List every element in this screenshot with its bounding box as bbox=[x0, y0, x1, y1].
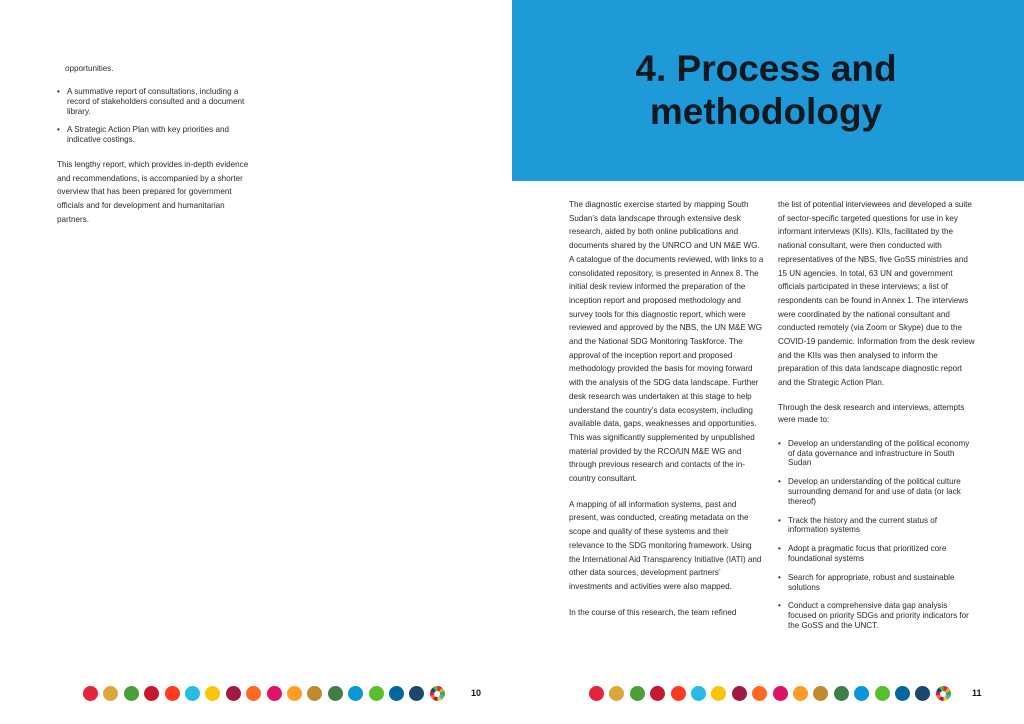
col1-paragraph-1: The diagnostic exercise started by mapping South Sudan’s data landscape through extensive desk research, aided by both online publications and documents shared by the UNRCO and UN M&E WG. A catalogue of the documents reviewed, with links to a consolidated repository, is presented in Annex 8. The initial desk review informed the preparation of the inception report and proposed methodology and survey tools for this diagnostic report, which were reviewed and approved by the NBS, the UN M&E WG and the National SDG Monitoring Taskforce. The approval of the inception report and proposed methodology provided the basis for moving forward with the analysis of the SDG data landscape. Further desk research was undertaken at this stage to help understand the country’s data ecosystem, including available data, gaps, weaknesses and opportunities. This was significantly supplemented by unpublished material provided by the RCO/UN M&E WG and through previous research and contacts of the in-country consultant. bbox=[569, 200, 764, 484]
sdg-goal-dot bbox=[328, 686, 343, 701]
page-title: 4. Process and methodology bbox=[635, 48, 897, 132]
list-item: • Develop an understanding of the political economy of data governance and infrastructure in South Sudan bbox=[778, 439, 976, 468]
sdg-goal-dot bbox=[854, 686, 869, 701]
sdg-goal-dot bbox=[752, 686, 767, 701]
sdg-goal-dot bbox=[732, 686, 747, 701]
list-item: • Conduct a comprehensive data gap analysis focused on priority SDGs and priority indicators for the GoSS and the UNCT. bbox=[778, 601, 976, 630]
sdg-goal-dot bbox=[895, 686, 910, 701]
sdg-goal-dot bbox=[369, 686, 384, 701]
column-2 bbox=[778, 198, 976, 640]
sdg-goal-dot bbox=[875, 686, 890, 701]
col2-bullet-list bbox=[778, 439, 976, 631]
sdg-goal-dot bbox=[124, 686, 139, 701]
page-number-right: 11 bbox=[972, 688, 982, 698]
left-paragraph: This lengthy report, which provides in-depth evidence and recommendations, is accompanied by a shorter overview that has been prepared for government officials and for development and humanitarian partners. bbox=[57, 160, 249, 224]
sdg-wheel-icon bbox=[936, 686, 951, 701]
list-item: • Develop an understanding of the political culture surrounding demand for and use of data (or lack thereof) bbox=[778, 477, 976, 506]
sdg-goal-dot bbox=[389, 686, 404, 701]
sdg-goal-dot bbox=[671, 686, 686, 701]
list-item: • Adopt a pragmatic focus that prioritized core foundational systems bbox=[778, 544, 976, 564]
col1-paragraph-2: A mapping of all information systems, past and present, was conducted, creating metadata on the scope and quality of these systems and their relevance to the SDG monitoring framework. Using the International Aid Transparency Initiative (IATI) and other data sources, development partners’ investments and activities were also mapped. bbox=[569, 499, 762, 591]
sdg-goal-dot bbox=[793, 686, 808, 701]
sdg-wheel-icon bbox=[430, 686, 445, 701]
sdg-goal-dot bbox=[609, 686, 624, 701]
sdg-goal-dot bbox=[813, 686, 828, 701]
list-item: • A Strategic Action Plan with key priorities and indicative costings. bbox=[57, 125, 252, 145]
sdg-goal-dot bbox=[348, 686, 363, 701]
page-number-left: 10 bbox=[471, 688, 482, 698]
col2-paragraph-1: the list of potential interviewees and developed a suite of sector-specific targeted questions for use in key informant interviews (KIIs). KIIs, facilitated by the national consultant, were then conducted with representatives of the NBS, five GoSS ministries and 15 UN agencies. In total, 63 UN and government officials participated in these interviews; a list of respondents can be found in Annex 1. The interviews were coordinated by the national consultant and conducted remotely (via Zoom or Skype) due to the COVID-19 pandemic. Information from the desk review and the KIIs was then analysed to inform the preparation of this data landscape diagnostic report and the Strategic Action Plan. bbox=[778, 200, 975, 388]
sdg-goal-dot bbox=[915, 686, 930, 701]
col2-paragraph-2: Through the desk research and interviews, attempts were made to: bbox=[778, 402, 965, 425]
sdg-goal-dot bbox=[205, 686, 220, 701]
sdg-goal-dot bbox=[691, 686, 706, 701]
list-item: • Track the history and the current status of information systems bbox=[778, 516, 976, 536]
sdg-goal-dot bbox=[773, 686, 788, 701]
col1-paragraph-3: In the course of this research, the team refined bbox=[569, 607, 737, 617]
sdg-goal-dot bbox=[630, 686, 645, 701]
sdg-goal-dot bbox=[226, 686, 241, 701]
sdg-color-strip-left bbox=[83, 686, 443, 702]
left-top-fragment: opportunities. bbox=[65, 64, 114, 73]
sdg-goal-dot bbox=[589, 686, 604, 701]
sdg-goal-dot bbox=[267, 686, 282, 701]
list-item: • A summative report of consultations, including a record of stakeholders consulted and a document library. bbox=[57, 87, 252, 116]
column-1 bbox=[569, 198, 764, 619]
sdg-goal-dot bbox=[307, 686, 322, 701]
list-item: • Search for appropriate, robust and sustainable solutions bbox=[778, 573, 976, 593]
sdg-goal-dot bbox=[144, 686, 159, 701]
sdg-goal-dot bbox=[834, 686, 849, 701]
sdg-goal-dot bbox=[711, 686, 726, 701]
sdg-goal-dot bbox=[165, 686, 180, 701]
sdg-goal-dot bbox=[650, 686, 665, 701]
sdg-goal-dot bbox=[246, 686, 261, 701]
sdg-goal-dot bbox=[83, 686, 98, 701]
sdg-goal-dot bbox=[287, 686, 302, 701]
sdg-color-strip-right bbox=[589, 686, 949, 702]
right-page bbox=[512, 0, 1024, 724]
left-bullet-list bbox=[57, 87, 252, 154]
sdg-goal-dot bbox=[409, 686, 424, 701]
sdg-goal-dot bbox=[185, 686, 200, 701]
sdg-goal-dot bbox=[103, 686, 118, 701]
